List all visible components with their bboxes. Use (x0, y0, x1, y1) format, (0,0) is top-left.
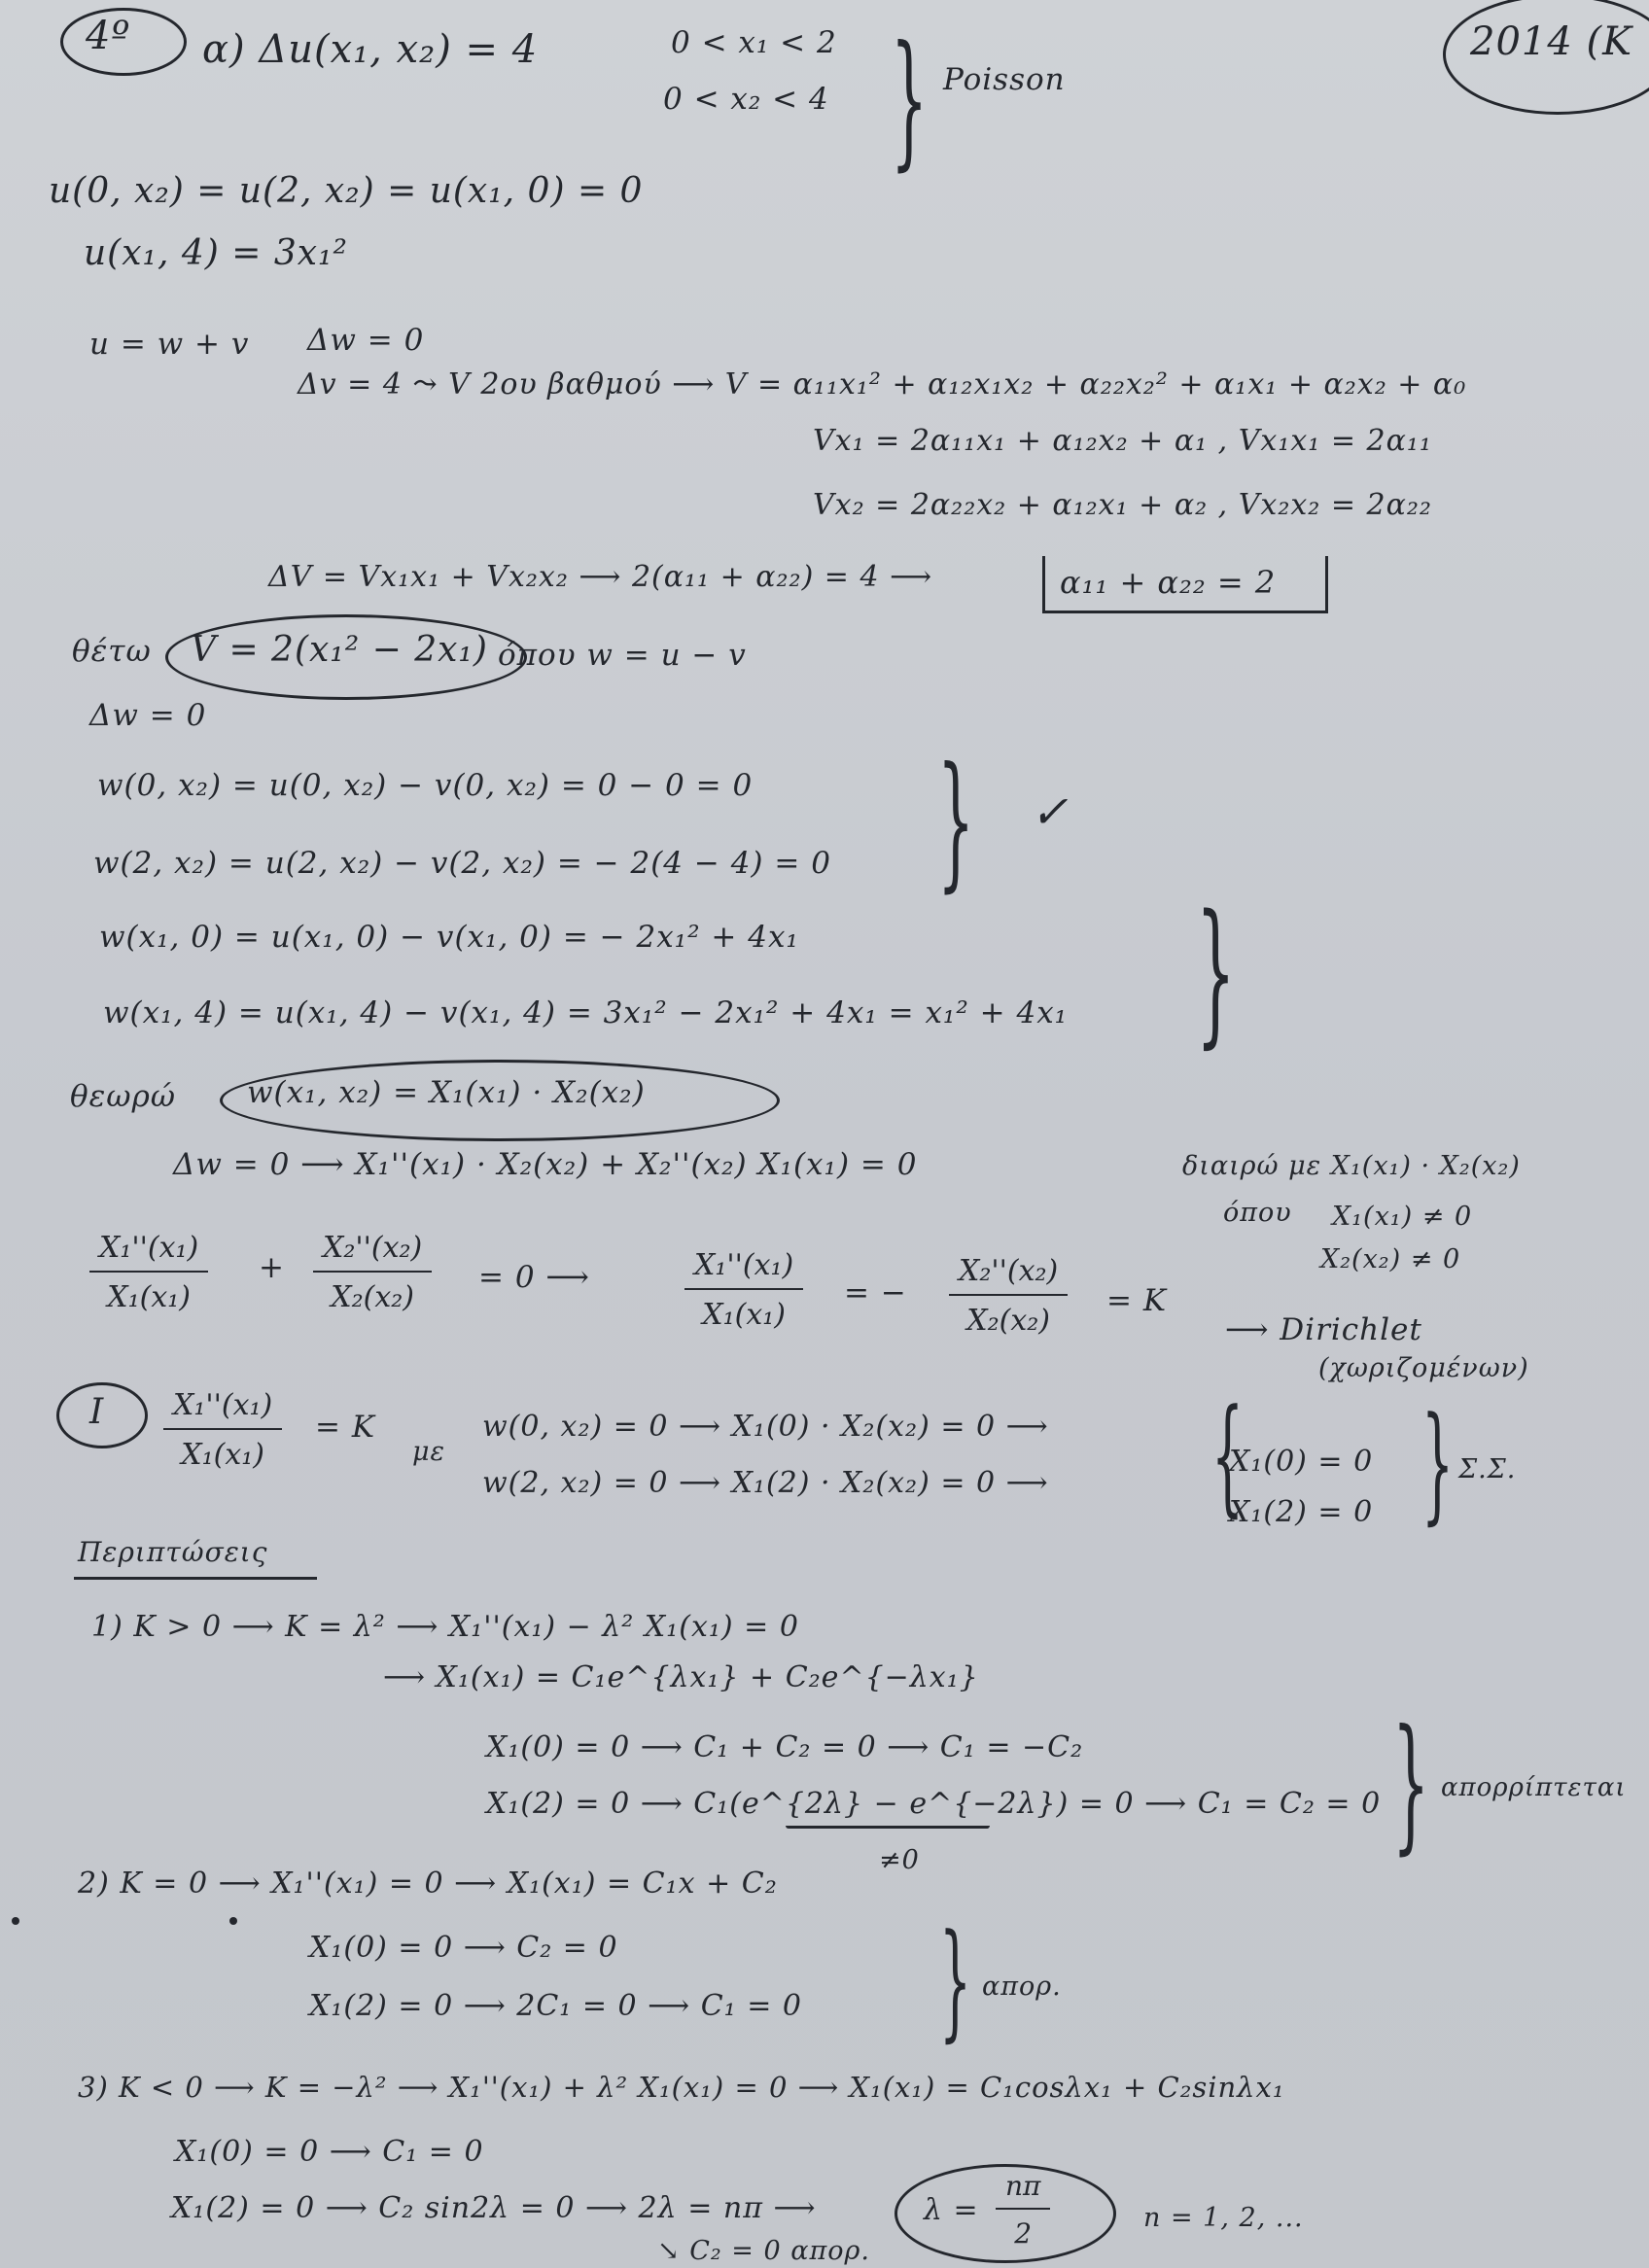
case-i-eq-k: = K (315, 1410, 375, 1445)
fraction-x2-b-den: X₂(x₂) (966, 1304, 1050, 1338)
case3-c2: ↘ C₂ = 0 απορ. (657, 2236, 870, 2266)
nonzero-x2: X₂(x₂) ≠ 0 (1320, 1244, 1461, 1274)
ink-dot-left (12, 1917, 19, 1925)
equation-type: Poisson (943, 62, 1066, 97)
part-a-equation: α) Δu(x₁, x₂) = 4 (202, 27, 539, 72)
case1-b: ⟶ X₁(x₁) = C₁e^{λx₁} + C₂e^{−λx₁} (383, 1660, 979, 1694)
case3-c: X₁(2) = 0 ⟶ C₂ sin2λ = 0 ⟶ 2λ = nπ ⟶ (171, 2191, 817, 2225)
divide-note: διαιρώ με X₁(x₁) · X₂(x₂) (1182, 1151, 1521, 1181)
sum-result: α₁₁ + α₂₂ = 2 (1060, 564, 1277, 601)
case-i-with: με (412, 1437, 446, 1467)
plus-sign: + (259, 1250, 285, 1285)
case3-b: X₁(0) = 0 ⟶ C₁ = 0 (175, 2135, 484, 2169)
vx2: Vx₂ = 2α₂₂x₂ + α₁₂x₁ + α₂ , Vx₂x₂ = 2α₂₂ (813, 488, 1432, 522)
domain-x1: 0 < x₁ < 2 (671, 25, 837, 60)
case1-nonzero-underline (786, 1826, 990, 1829)
domain-x2: 0 < x₂ < 4 (663, 82, 829, 117)
case3-fraction-den: 2 (1014, 2217, 1033, 2250)
case3-fraction-num: nπ (996, 2170, 1050, 2210)
pde: Δw = 0 ⟶ X₁''(x₁) · X₂(x₂) + X₂''(x₂) X₁(x₁) = 0 (173, 1147, 918, 1182)
fraction-x1-b-den: X₁(x₁) (702, 1298, 786, 1332)
case1-nonzero: ≠0 (879, 1845, 920, 1875)
fraction-x1 (89, 1231, 208, 1314)
fraction-x2 (313, 1231, 432, 1314)
bc-zero: u(0, x₂) = u(2, x₂) = u(x₁, 0) = 0 (49, 171, 644, 211)
fraction-x1-num: X₁''(x₁) (89, 1231, 208, 1273)
case-i-bc1: w(0, x₂) = 0 ⟶ X₁(0) · X₂(x₂) = 0 ⟶ (482, 1410, 1049, 1444)
case2-a: 2) K = 0 ⟶ X₁''(x₁) = 0 ⟶ X₁(x₁) = C₁x + C₂ (78, 1867, 778, 1901)
case2-reject: απορ. (982, 1971, 1062, 2002)
w-right: w(2, x₂) = u(2, x₂) − v(2, x₂) = − 2(4 − 4) = 0 (93, 846, 831, 881)
fraction-x2-b-num: X₂''(x₂) (949, 1254, 1068, 1296)
eq-minus: = − (844, 1275, 907, 1310)
case-i-label: I (89, 1392, 105, 1432)
eq-k: = K (1106, 1283, 1167, 1318)
case-i-res2: X₁(2) = 0 (1229, 1495, 1374, 1529)
w-bottom: w(x₁, 0) = u(x₁, 0) − v(x₁, 0) = − 2x₁² + 4x₁ (99, 920, 799, 955)
fraction-x2-num: X₂''(x₂) (313, 1231, 432, 1273)
split: u = w + v (89, 327, 250, 362)
fraction-x2-den: X₂(x₂) (331, 1280, 414, 1314)
nonzero-x1: X₁(x₁) ≠ 0 (1332, 1202, 1473, 1232)
laplace-w: Δw = 0 (307, 323, 425, 358)
case3-n: n = 1, 2, ... (1143, 2203, 1304, 2233)
fraction-x1-den: X₁(x₁) (107, 1280, 191, 1314)
check-mark: ✓ (1031, 785, 1070, 838)
case1-a: 1) K > 0 ⟶ K = λ² ⟶ X₁''(x₁) − λ² X₁(x₁) = 0 (91, 1610, 799, 1644)
case2-b: X₁(0) = 0 ⟶ C₂ = 0 (309, 1931, 618, 1965)
case1-reject: απορρίπτεται (1441, 1773, 1627, 1802)
case-i-res1: X₁(0) = 0 (1229, 1445, 1374, 1479)
case-i-fraction (163, 1388, 282, 1472)
bc-top: u(x₁, 4) = 3x₁² (84, 233, 348, 273)
ink-dot-mid (229, 1917, 237, 1925)
assume-word: θεωρώ (70, 1079, 177, 1114)
laplace-v: Δv = 4 ⤳ V 2ου βαθμού ⟶ V = α₁₁x₁² + α₁₂x₁x₂ + α₂₂x₂² + α₁x₁ + α₂x₂ + α₀ (298, 367, 1467, 401)
w-brace-1: } (937, 737, 975, 906)
case1-c: X₁(0) = 0 ⟶ C₁ + C₂ = 0 ⟶ C₁ = −C₂ (486, 1730, 1084, 1764)
domain-brace: } (891, 16, 929, 185)
cases-title: Περιπτώσεις (78, 1536, 268, 1568)
case-i-fraction-den: X₁(x₁) (181, 1438, 264, 1472)
case1-d: X₁(2) = 0 ⟶ C₁(e^{2λ} − e^{−2λ}) = 0 ⟶ C₁ = C₂ = 0 (486, 1787, 1382, 1821)
case-i-ss: Σ.Σ. (1458, 1454, 1517, 1484)
vx1: Vx₁ = 2α₁₁x₁ + α₁₂x₂ + α₁ , Vx₁x₁ = 2α₁₁ (813, 424, 1432, 458)
case2-brace: } (939, 1906, 972, 2054)
case3-lambda: λ = (924, 2193, 979, 2227)
eq-zero-arrow: = 0 ⟶ (478, 1260, 590, 1295)
dirichlet: ⟶ Dirichlet (1225, 1312, 1422, 1347)
case3-fraction (996, 2170, 1050, 2250)
cases-title-underline (74, 1577, 317, 1580)
year-tag: 2014 (K (1470, 19, 1632, 64)
dirichlet-note: (χωριζομένων) (1318, 1353, 1529, 1383)
sum-line: ΔV = Vx₁x₁ + Vx₂x₂ ⟶ 2(α₁₁ + α₂₂) = 4 ⟶ (268, 560, 933, 594)
problem-number: 4º (86, 14, 131, 58)
case2-c: X₁(2) = 0 ⟶ 2C₁ = 0 ⟶ C₁ = 0 (309, 1989, 802, 2023)
case-i-fraction-num: X₁''(x₁) (163, 1388, 282, 1430)
case3-a: 3) K < 0 ⟶ K = −λ² ⟶ X₁''(x₁) + λ² X₁(x₁) = 0 ⟶ X₁(x₁) = C₁cosλx₁ + C₂sinλx₁ (78, 2071, 1285, 2104)
set-v: V = 2(x₁² − 2x₁) (191, 630, 488, 670)
set-where: όπου w = u − v (498, 638, 747, 673)
set-word: θέτω (72, 634, 152, 669)
w-brace-2: } (1196, 881, 1236, 1063)
fraction-x1-b-num: X₁''(x₁) (684, 1248, 803, 1290)
w-laplace: Δw = 0 (89, 698, 207, 733)
case-i-right-brace: } (1421, 1389, 1455, 1537)
fraction-x2-b (949, 1254, 1068, 1338)
case1-brace: } (1392, 1699, 1430, 1868)
fraction-x1-b (684, 1248, 803, 1332)
assume: w(x₁, x₂) = X₁(x₁) · X₂(x₂) (247, 1075, 646, 1110)
case-i-bc2: w(2, x₂) = 0 ⟶ X₁(2) · X₂(x₂) = 0 ⟶ (482, 1466, 1049, 1500)
w-top: w(x₁, 4) = u(x₁, 4) − v(x₁, 4) = 3x₁² − 2x₁² + 4x₁ = x₁² + 4x₁ (103, 995, 1069, 1030)
where-note: όπου (1223, 1198, 1292, 1228)
w-left: w(0, x₂) = u(0, x₂) − v(0, x₂) = 0 − 0 = 0 (97, 768, 754, 803)
case-i-left-brace: { (1211, 1381, 1245, 1529)
